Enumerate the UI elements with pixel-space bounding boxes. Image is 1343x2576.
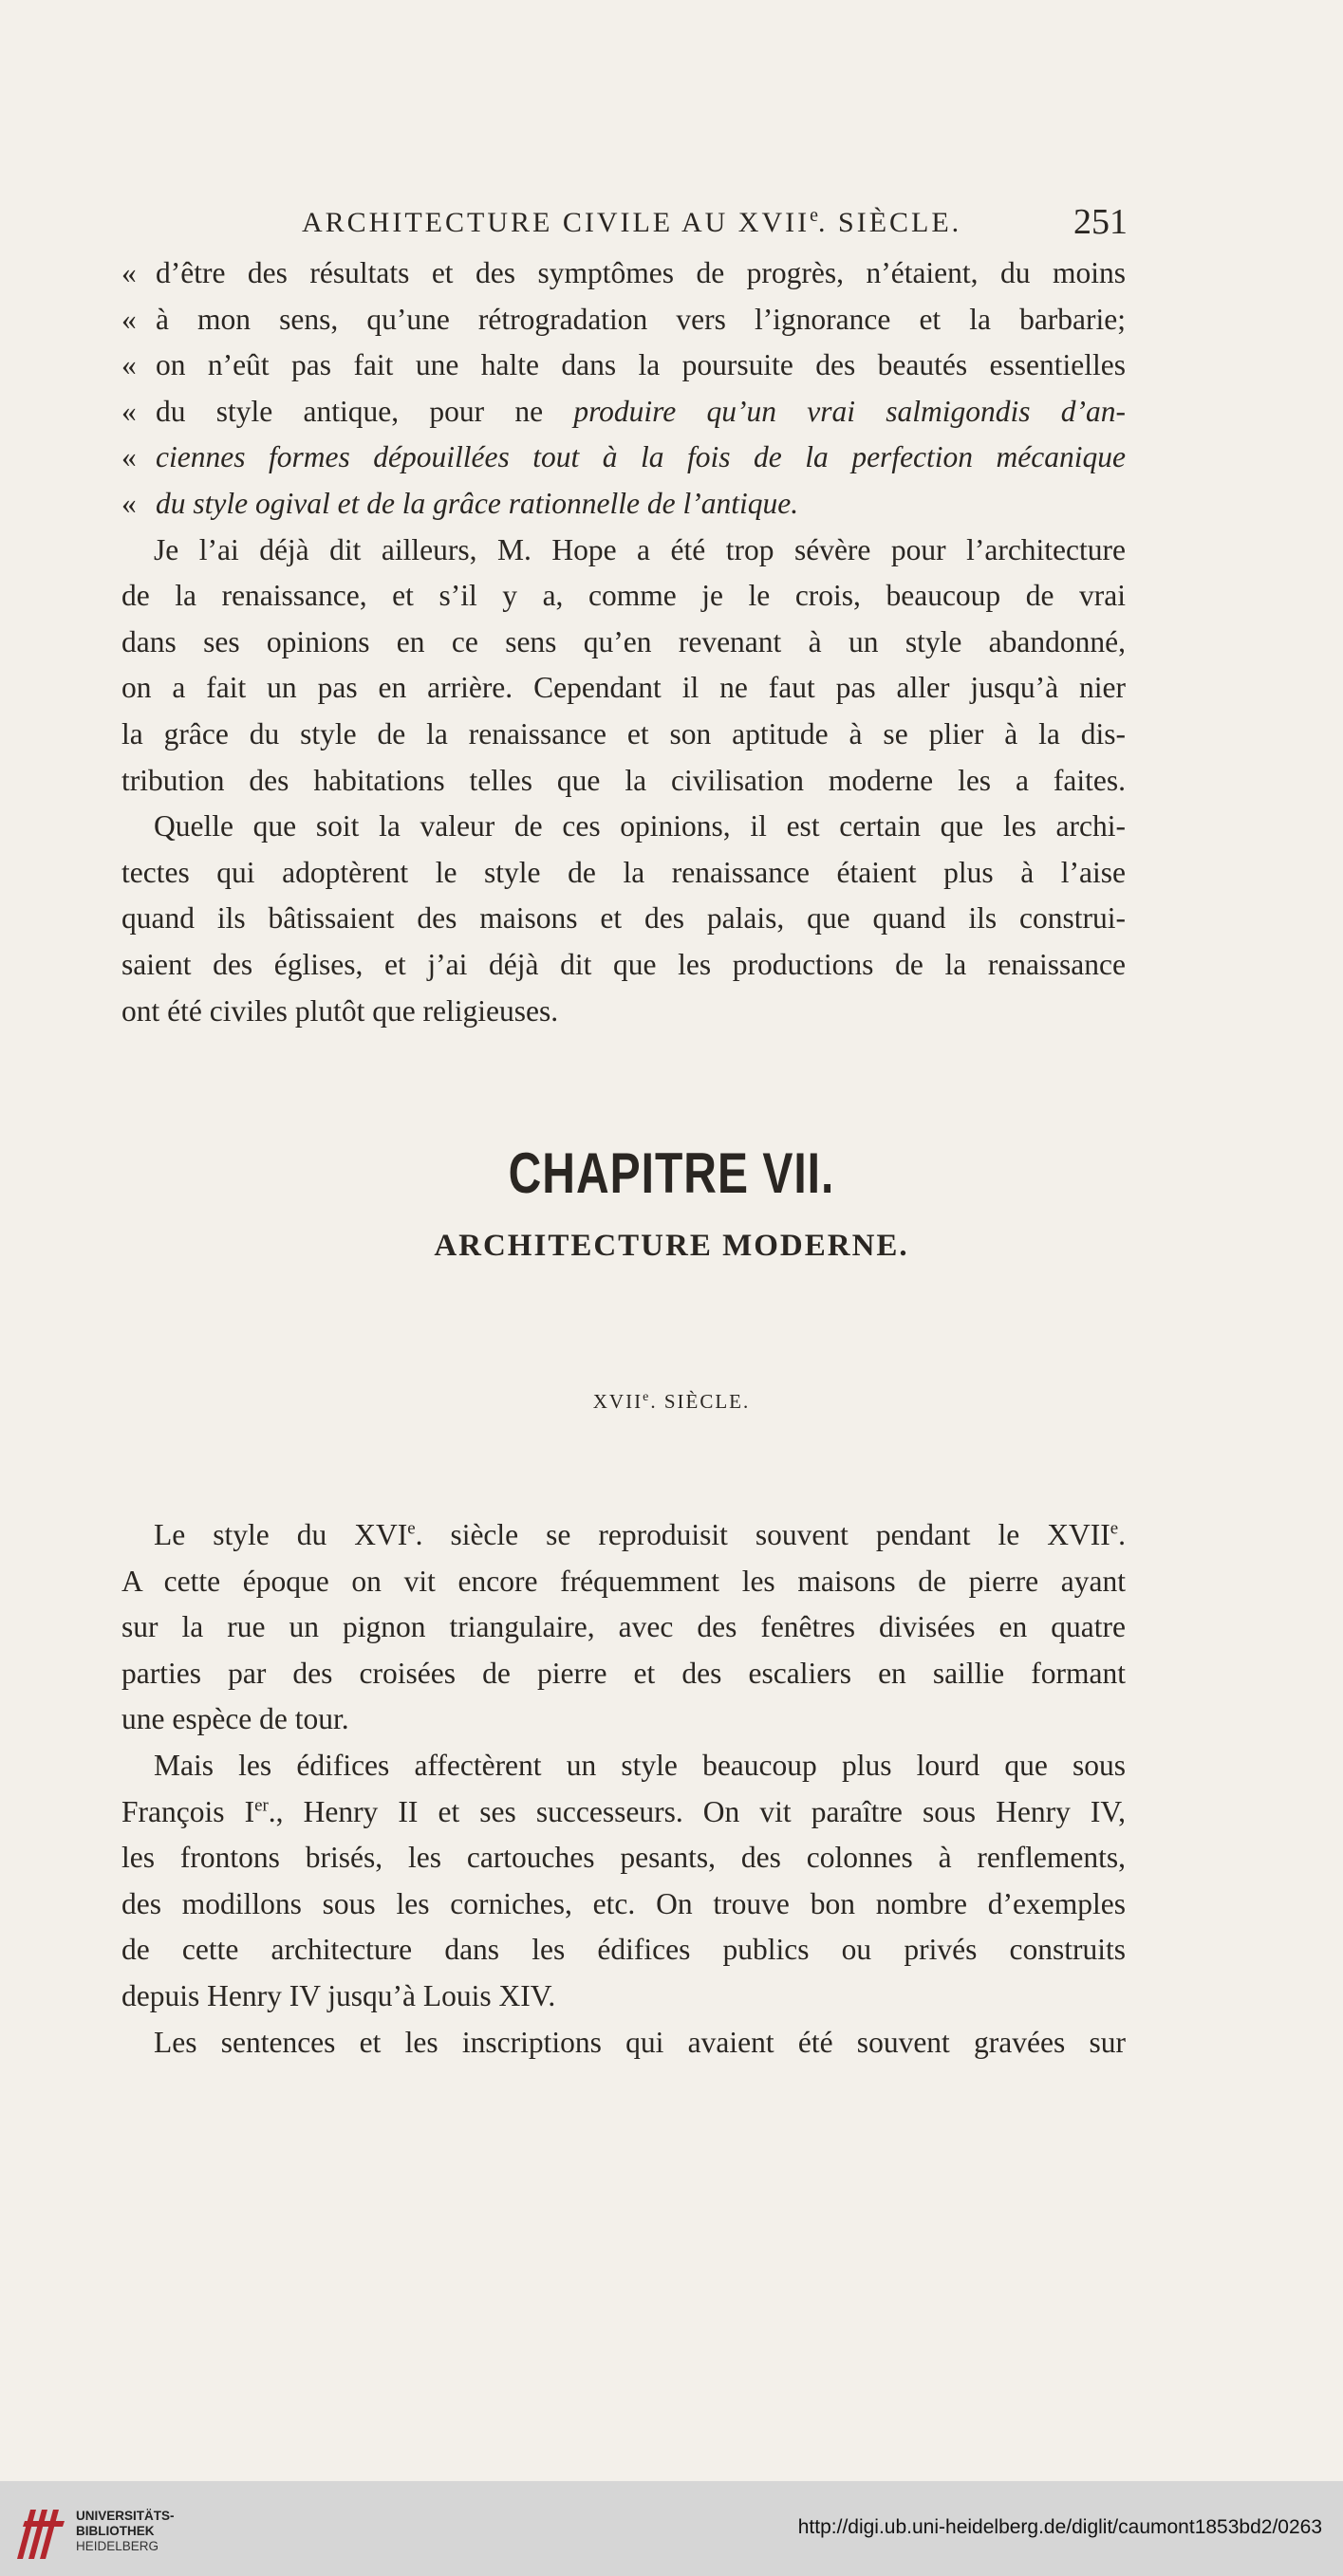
chapter-title: CHAPITRE VII. <box>508 1142 835 1206</box>
line-part: ., Henry II et ses successeurs. On vit paraître sous Henry IV, <box>268 1794 1126 1828</box>
source-url-link[interactable]: http://digi.ub.uni-heidelberg.de/diglit/caumont1853bd2/0263 <box>797 2516 1322 2538</box>
quote-mark: « <box>121 440 137 474</box>
paragraph-line: Quelle que soit la valeur de ces opinions, il est certain que les archi- <box>154 809 1126 843</box>
library-name <box>76 2509 175 2554</box>
quote-mark: « <box>121 256 137 289</box>
paragraph-line: ont été civiles plutôt que religieuses. <box>121 993 559 1028</box>
text-block-bottom <box>121 1512 1126 2066</box>
century-text: XVII <box>592 1390 644 1413</box>
running-head <box>121 197 1128 245</box>
paragraph-line: A cette époque on vit encore fréquemment les maisons de pierre ayant <box>121 1564 1126 1598</box>
running-title-end: . SIÈCLE. <box>818 207 962 238</box>
paragraph-line: des modillons sous les corniches, etc. On trouve bon nombre d’exemples <box>121 1886 1126 1920</box>
paragraph-line: une espèce de tour. <box>121 1702 349 1736</box>
quote-line <box>121 297 1126 343</box>
paragraph-line: Je l’ai déjà dit ailleurs, M. Hope a été trop sévère pour l’architecture <box>154 532 1126 566</box>
century-sup: e <box>643 1390 651 1404</box>
century-end: . SIÈCLE. <box>650 1390 751 1413</box>
quote-text: d’être des résultats et des symptômes de progrès, n’étaient, du moins <box>156 256 1126 289</box>
line-sup: er <box>254 1795 269 1816</box>
quote-mark: « <box>121 302 137 336</box>
paragraph-line: Les sentences et les inscriptions qui avaient été souvent gravées sur <box>154 2025 1126 2059</box>
page-number: 251 <box>1073 202 1128 242</box>
quote-mark: « <box>121 486 137 520</box>
paragraph-line: Mais les édifices affectèrent un style beaucoup plus lourd que sous <box>154 1748 1126 1782</box>
quote-line <box>121 435 1126 481</box>
paragraph-line: sur la rue un pignon triangulaire, avec des fenêtres divisées en quatre <box>121 1610 1126 1644</box>
library-logo-icon <box>11 2502 68 2565</box>
library-name-line: UNIVERSITÄTS- <box>76 2509 175 2523</box>
paragraph-line: la grâce du style de la renaissance et son aptitude à se plier à la dis- <box>121 716 1126 751</box>
section-heading <box>0 1390 1343 1414</box>
paragraph-line: dans ses opinions en ce sens qu’en revenant à un style abandonné, <box>121 624 1126 658</box>
paragraph-line <box>121 1789 1126 1836</box>
quote-line <box>121 481 1126 528</box>
paragraph-line <box>121 1512 1126 1559</box>
paragraph-line: de la renaissance, et s’il y a, comme je le crois, beaucoup de vrai <box>121 579 1126 613</box>
library-name-line: BIBLIOTHEK <box>76 2524 155 2538</box>
line-sup: e <box>1110 1518 1119 1539</box>
paragraph-line: les frontons brisés, les cartouches pesants, des colonnes à renflements, <box>121 1841 1126 1875</box>
quote-line <box>121 250 1126 297</box>
quote-line <box>121 343 1126 389</box>
footer-bar <box>0 2481 1343 2576</box>
paragraph-line: parties par des croisées de pierre et des escaliers en saillie formant <box>121 1656 1126 1690</box>
paragraph-line: tectes qui adoptèrent le style de la renaissance étaient plus à l’aise <box>121 855 1126 889</box>
quote-text: à mon sens, qu’une rétrogradation vers l’ignorance et la barbarie; <box>156 302 1126 336</box>
running-title <box>302 207 961 239</box>
running-title-text: ARCHITECTURE CIVILE AU XVII <box>302 207 811 238</box>
chapter-subtitle: ARCHITECTURE MODERNE. <box>434 1229 909 1263</box>
quote-italic: ciennes formes dépouillées tout à la fois de la perfection mécanique <box>156 440 1126 474</box>
line-part: . siècle se reproduisit souvent pendant le XVII <box>415 1518 1110 1551</box>
paragraph-line: de cette architecture dans les édifices publics ou privés construits <box>121 1933 1126 1967</box>
library-name-line: HEIDELBERG <box>76 2539 159 2553</box>
paragraph-line: saient des églises, et j’ai déjà dit que les productions de la renaissance <box>121 947 1126 981</box>
line-part: François I <box>121 1794 255 1828</box>
text-block-top <box>121 250 1126 1034</box>
quote-italic: du style ogival et de la grâce rationnelle de l’antique. <box>156 486 799 520</box>
paragraph-line: on a fait un pas en arrière. Cependant il ne faut pas aller jusqu’à nier <box>121 671 1126 705</box>
line-part: . <box>1118 1518 1126 1551</box>
quote-line <box>121 389 1126 436</box>
quote-mark: « <box>121 394 137 428</box>
running-title-sup: e <box>810 205 819 226</box>
quote-text: du style antique, pour ne <box>156 394 574 428</box>
paragraph-line: quand ils bâtissaient des maisons et des palais, que quand ils construi- <box>121 901 1126 936</box>
quote-italic: produire qu’un vrai salmigondis d’an- <box>573 394 1126 428</box>
line-part: Le style du XVI <box>154 1518 408 1551</box>
line-sup: e <box>407 1518 416 1539</box>
paragraph-line: depuis Henry IV jusqu’à Louis XIV. <box>121 1978 556 2012</box>
quote-text: on n’eût pas fait une halte dans la poursuite des beautés essentielles <box>156 348 1126 382</box>
paragraph-line: tribution des habitations telles que la civilisation moderne les a faites. <box>121 763 1126 797</box>
quote-mark: « <box>121 348 137 382</box>
